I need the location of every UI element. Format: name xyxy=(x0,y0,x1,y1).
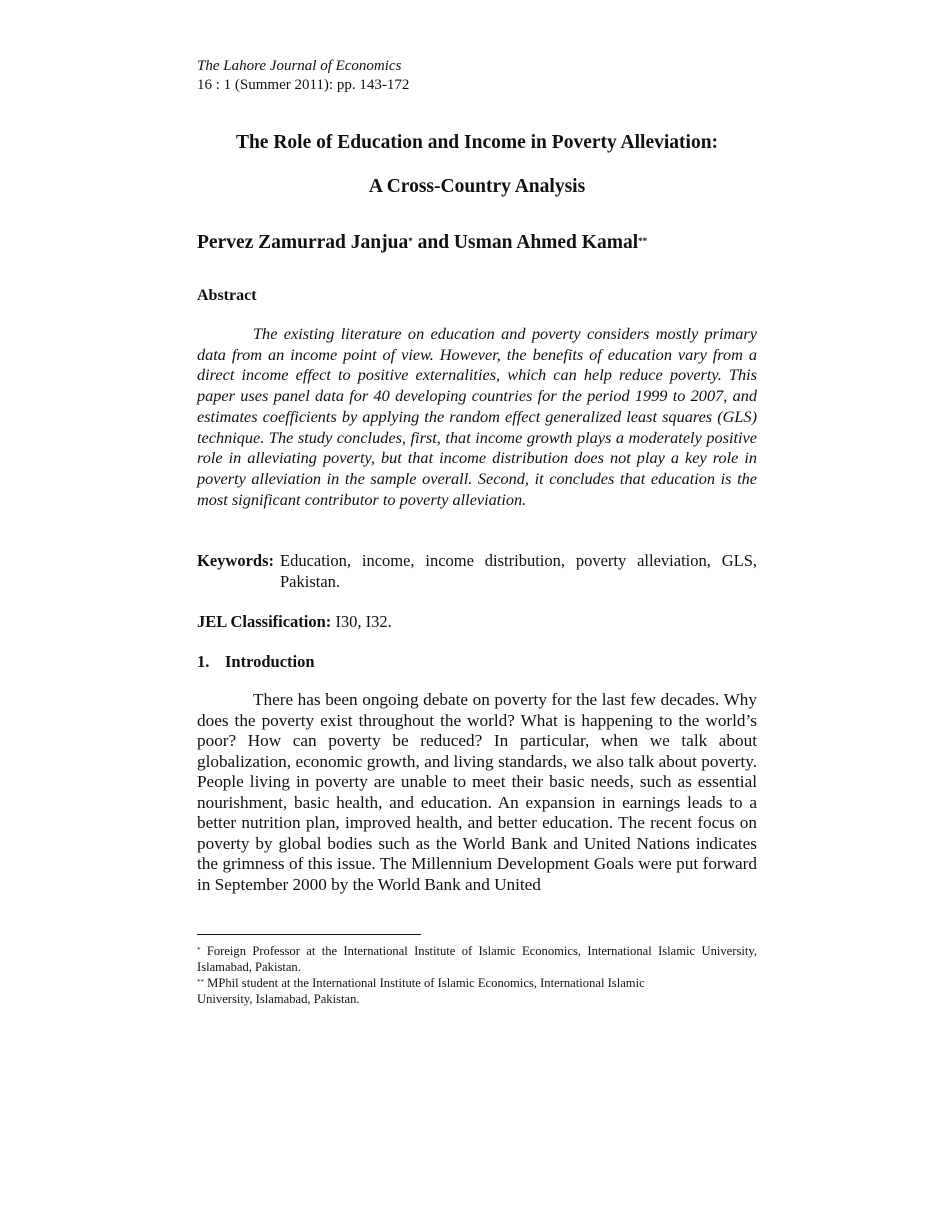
author-name: Usman Ahmed Kamal xyxy=(453,232,639,253)
journal-header xyxy=(197,57,409,95)
footnote-marker: * xyxy=(197,946,201,954)
author-list xyxy=(197,231,647,255)
footnote-text-continuation: University, Islamabad, Pakistan. xyxy=(197,992,360,1006)
section-body: There has been ongoing debate on poverty for the last few decades. Why does the poverty exist throughout the world? What is happening to the world’s poor? How can poverty be reduced? In particular, when we talk about globalization, economic growth, and living standards, we also talk about poverty. People living in poverty are unable to meet their basic needs, such as essential nourishment, basic health, and education. An expansion in earnings leads to a better nutrition plan, improved health, and better education. The recent focus on poverty by global bodies such as the World Bank and United Nations indicates the grimness of this issue. The Millennium Development Goals were put forward in September 2000 by the World Bank and United xyxy=(197,690,757,894)
footnote-text: Foreign Professor at the International Institute of Islamic Economics, International Islamic University, Islamabad, Pakistan. xyxy=(197,944,757,974)
keywords-value: Education, income, income distribution, poverty alleviation, GLS, Pakistan. xyxy=(280,551,757,591)
journal-issue: 16 : 1 (Summer 2011): pp. 143-172 xyxy=(197,77,410,93)
footnote-text: MPhil student at the International Institute of Islamic Economics, International Islamic xyxy=(204,976,645,990)
section-title: Introduction xyxy=(225,652,315,671)
paper-title: The Role of Education and Income in Poverty Alleviation: xyxy=(235,132,719,153)
author-name: Pervez Zamurrad Janjua xyxy=(197,232,409,253)
section-heading xyxy=(197,651,315,672)
author-joiner: and xyxy=(412,232,454,253)
jel-label: JEL Classification: xyxy=(197,612,332,631)
footnote-marker: ** xyxy=(197,978,204,986)
jel-value: I30, I32. xyxy=(331,612,392,631)
footnote xyxy=(197,943,757,975)
keywords-label: Keywords: xyxy=(197,551,274,570)
footnote-divider xyxy=(197,934,421,935)
footnotes xyxy=(197,943,757,1007)
section-number: 1. xyxy=(197,652,210,671)
paper-subtitle: A Cross-Country Analysis xyxy=(368,176,586,197)
journal-name: The Lahore Journal of Economics xyxy=(197,58,402,74)
keywords xyxy=(197,550,757,592)
abstract-heading: Abstract xyxy=(197,287,257,304)
jel-classification xyxy=(197,611,392,632)
footnote xyxy=(197,975,757,1007)
author-footnote-marker: ** xyxy=(638,236,648,246)
author-footnote-marker: * xyxy=(408,236,413,246)
abstract-text: The existing literature on education and poverty considers mostly primary data from an income point of view. However, the benefits of education vary from a direct income effect to positive externalities, which can help reduce poverty. This paper uses panel data for 40 developing countries for the period 1999 to 2007, and estimates coefficients by applying the random effect generalized least squares (GLS) technique. The study concludes, first, that income growth plays a moderately positive role in alleviating poverty, but that income distribution does not play a key role in poverty alleviation in the sample overall. Second, it concludes that education is the most significant contributor to poverty alleviation. xyxy=(197,324,757,509)
